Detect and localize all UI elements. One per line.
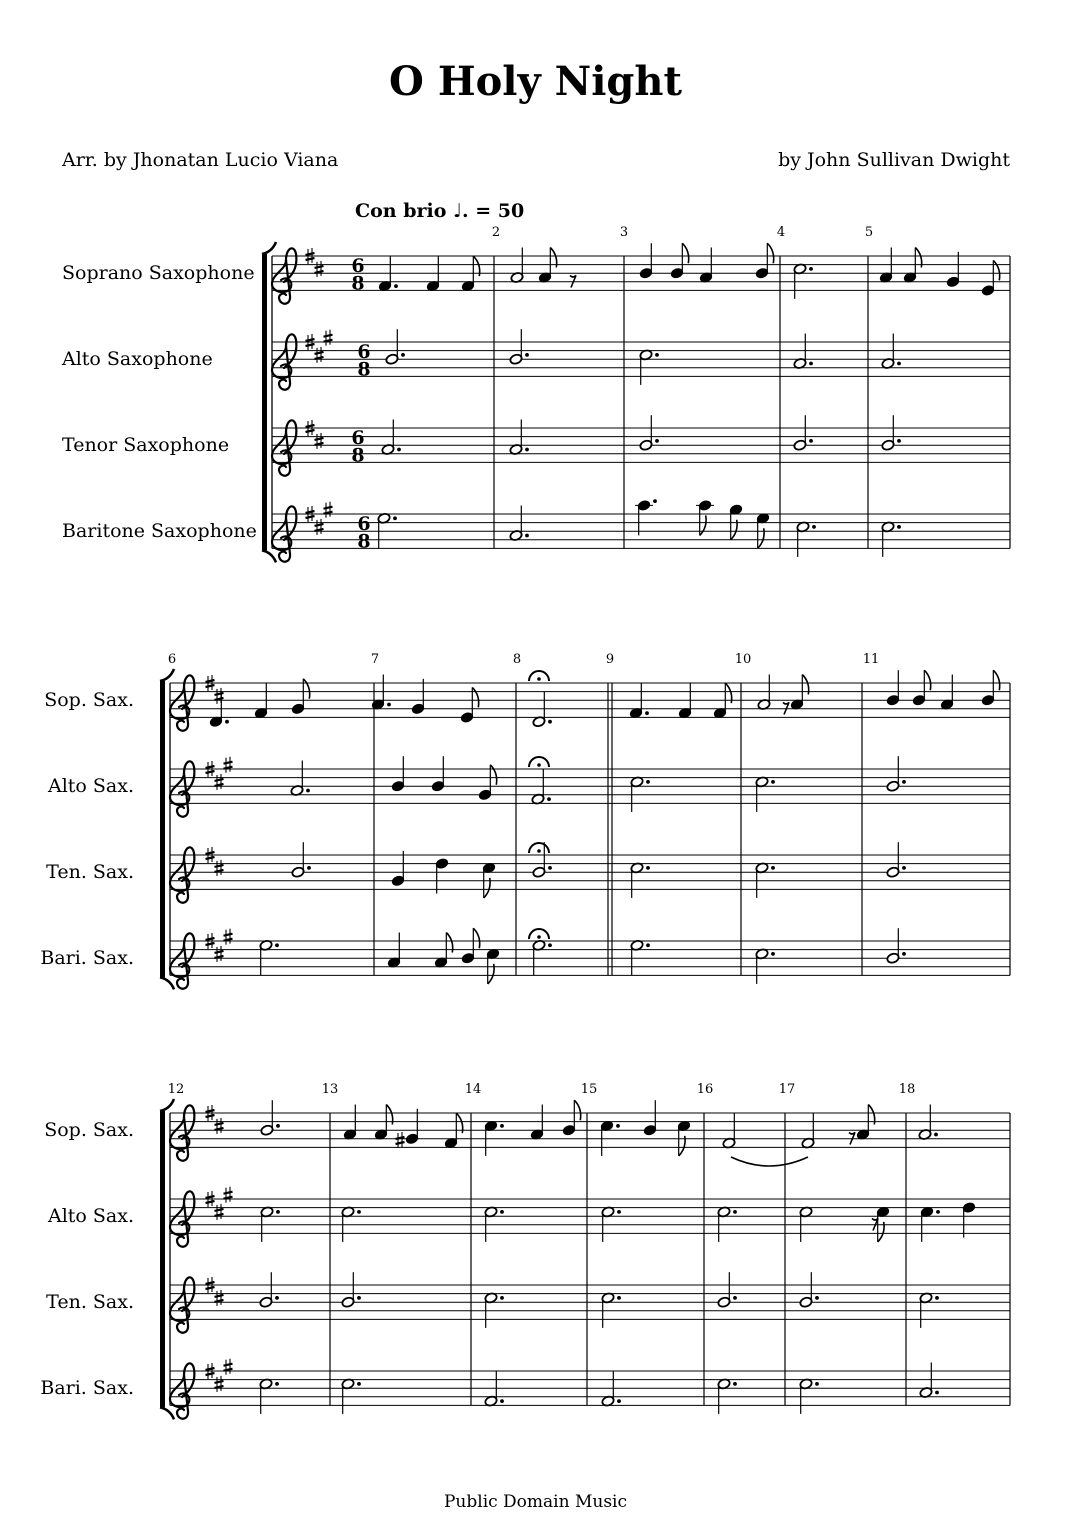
note xyxy=(881,415,901,451)
note xyxy=(374,1105,393,1141)
note xyxy=(717,1378,737,1414)
key-sharp-icon xyxy=(224,929,233,945)
note xyxy=(678,683,692,719)
key-sharp-icon xyxy=(315,261,324,277)
note xyxy=(532,842,552,878)
note xyxy=(434,933,453,969)
key-sharp-icon xyxy=(315,347,324,363)
note xyxy=(799,1272,819,1308)
note xyxy=(699,248,713,284)
system-bracket xyxy=(262,254,267,550)
note xyxy=(801,1113,815,1149)
key-sharp-icon xyxy=(224,1359,233,1375)
note xyxy=(509,506,529,542)
note xyxy=(387,933,401,969)
note xyxy=(431,756,445,792)
note xyxy=(696,499,714,535)
treble-clef-icon xyxy=(272,506,296,561)
note xyxy=(918,1105,938,1141)
treble-clef-icon xyxy=(272,420,296,475)
note xyxy=(793,263,813,299)
system-1 xyxy=(61,225,1010,562)
time-signature-numerator: 6 xyxy=(357,341,371,364)
note xyxy=(756,512,770,548)
measure-number: 5 xyxy=(864,225,874,240)
time-signature-denominator: 8 xyxy=(351,444,365,467)
page-title: O Holy Night xyxy=(389,58,682,105)
note xyxy=(643,1100,657,1136)
note xyxy=(259,939,279,975)
bracket-hook-top xyxy=(262,242,276,254)
bracket-hook-bottom xyxy=(160,1407,174,1419)
instrument-label: Bari. Sax. xyxy=(40,1377,134,1400)
note xyxy=(405,1109,419,1145)
treble-clef-icon xyxy=(170,675,194,730)
note xyxy=(460,687,479,723)
time-signature-numerator: 6 xyxy=(351,427,365,450)
note xyxy=(385,329,405,365)
note xyxy=(532,939,552,975)
note xyxy=(981,670,1000,706)
note xyxy=(886,928,906,964)
note xyxy=(391,756,405,792)
instrument-label: Alto Sax. xyxy=(47,775,134,798)
note xyxy=(790,675,809,711)
note xyxy=(639,243,653,279)
staff-1 xyxy=(44,670,1010,731)
key-sharp-icon xyxy=(215,1204,224,1220)
key-sharp-icon xyxy=(215,774,224,790)
note xyxy=(912,670,931,706)
treble-clef-icon xyxy=(170,1363,194,1418)
staff-1 xyxy=(44,1100,1010,1161)
time-signature-denominator: 8 xyxy=(351,272,365,295)
note xyxy=(713,683,732,719)
system-2 xyxy=(40,652,1010,989)
note xyxy=(940,675,954,711)
treble-clef-icon xyxy=(170,1191,194,1246)
measure-number: 12 xyxy=(167,1082,185,1097)
note xyxy=(484,1371,504,1407)
note xyxy=(411,679,425,715)
note xyxy=(717,1206,737,1242)
note xyxy=(856,1105,875,1141)
tempo-text: Con brio xyxy=(355,200,447,222)
time-signature-numerator: 6 xyxy=(357,513,371,536)
note xyxy=(377,512,397,548)
note xyxy=(903,248,922,284)
note xyxy=(601,1292,621,1328)
note xyxy=(291,842,311,878)
treble-clef-icon xyxy=(170,847,194,902)
time-signature-denominator: 8 xyxy=(357,530,371,553)
note xyxy=(290,761,310,797)
treble-clef-icon xyxy=(170,761,194,816)
note xyxy=(799,1378,819,1414)
note xyxy=(484,1292,504,1328)
note xyxy=(629,683,649,719)
note xyxy=(755,243,774,279)
note xyxy=(722,1113,736,1149)
bracket-hook-bottom xyxy=(262,550,276,562)
staff-3 xyxy=(46,842,1010,903)
note xyxy=(639,415,659,451)
measure-number: 13 xyxy=(321,1082,339,1097)
note xyxy=(886,670,900,706)
note xyxy=(509,329,529,365)
note xyxy=(881,334,901,370)
note xyxy=(509,420,529,456)
note xyxy=(435,858,449,894)
note xyxy=(799,1206,813,1242)
note xyxy=(755,862,775,898)
note xyxy=(879,248,893,284)
bracket-hook-bottom xyxy=(160,977,174,989)
key-sharp-icon xyxy=(224,1187,233,1203)
note xyxy=(486,948,500,984)
measure-number: 3 xyxy=(619,225,629,240)
time-signature-numerator: 6 xyxy=(351,255,365,278)
staff-3 xyxy=(46,1272,1010,1333)
note xyxy=(259,1378,279,1414)
staff-4 xyxy=(40,928,1010,989)
note xyxy=(886,842,906,878)
note xyxy=(538,248,557,284)
note xyxy=(381,420,401,456)
note xyxy=(635,499,657,535)
note xyxy=(209,692,229,728)
treble-clef-icon xyxy=(170,1277,194,1332)
note xyxy=(630,939,650,975)
key-sharp-icon xyxy=(215,1290,224,1306)
note xyxy=(378,256,398,292)
measure-number: 14 xyxy=(464,1082,482,1097)
note xyxy=(343,1105,357,1141)
tempo-value: = 50 xyxy=(475,200,525,222)
score-systems xyxy=(40,225,1010,1419)
staff-4 xyxy=(40,1359,1010,1419)
key-sharp-icon xyxy=(215,860,224,876)
measure-number: 7 xyxy=(370,652,380,667)
note xyxy=(562,1100,581,1136)
fermata-icon xyxy=(529,929,549,939)
fermata-icon xyxy=(529,843,549,853)
measure-number: 17 xyxy=(778,1082,796,1097)
note xyxy=(881,521,901,557)
note xyxy=(793,415,813,451)
note xyxy=(478,765,497,801)
note xyxy=(532,692,552,728)
note xyxy=(919,1363,939,1399)
note xyxy=(461,256,480,292)
instrument-label: Baritone Saxophone xyxy=(62,520,257,543)
note xyxy=(962,1202,976,1238)
staff-2 xyxy=(47,1187,1010,1247)
note xyxy=(920,1206,940,1242)
key-sharp-icon xyxy=(215,946,224,962)
measure-number: 11 xyxy=(862,652,880,667)
key-sharp-icon xyxy=(224,757,233,773)
measure-number: 9 xyxy=(605,652,615,667)
fermata-icon xyxy=(529,757,549,767)
note xyxy=(946,252,960,288)
accidental-sharp-icon xyxy=(396,1132,405,1148)
key-sharp-icon xyxy=(215,1118,224,1134)
treble-clef-icon xyxy=(170,1105,194,1160)
note xyxy=(981,260,1000,296)
dotted-quarter-note-icon: ♩. xyxy=(453,200,469,222)
note xyxy=(484,1120,504,1156)
note xyxy=(482,862,496,898)
note xyxy=(670,243,689,279)
instrument-label: Ten. Sax. xyxy=(46,1291,134,1314)
measure-number: 2 xyxy=(491,225,501,240)
note xyxy=(919,1292,939,1328)
note xyxy=(461,928,480,964)
treble-clef-icon xyxy=(272,248,296,303)
measure-number: 8 xyxy=(512,652,522,667)
note xyxy=(601,1206,621,1242)
note xyxy=(755,948,775,984)
note xyxy=(757,675,771,711)
note xyxy=(717,1272,737,1308)
note xyxy=(630,862,650,898)
note xyxy=(260,1206,280,1242)
note xyxy=(341,1378,361,1414)
system-3 xyxy=(40,1082,1010,1419)
key-sharp-icon xyxy=(324,502,333,518)
note xyxy=(793,334,813,370)
note xyxy=(876,1206,890,1242)
tie xyxy=(731,1157,808,1166)
note xyxy=(630,776,650,812)
composer-credit: by John Sullivan Dwight xyxy=(778,149,1010,171)
key-sharp-icon xyxy=(315,433,324,449)
instrument-label: Alto Saxophone xyxy=(62,348,213,371)
note xyxy=(444,1113,463,1149)
instrument-label: Alto Sax. xyxy=(47,1205,134,1228)
note xyxy=(729,504,743,540)
note xyxy=(426,256,440,292)
footer-text: Public Domain Music xyxy=(443,1492,627,1512)
instrument-label: Ten. Sax. xyxy=(46,861,134,884)
note xyxy=(531,769,551,805)
note xyxy=(259,1272,279,1308)
note xyxy=(484,1206,504,1242)
measure-number: 6 xyxy=(167,652,177,667)
key-sharp-icon xyxy=(315,519,324,535)
note xyxy=(341,1206,361,1242)
arranger-credit: Arr. by Jhonatan Lucio Viana xyxy=(62,149,339,171)
system-bracket xyxy=(160,681,165,977)
note xyxy=(677,1120,691,1156)
measure-number: 4 xyxy=(776,225,786,240)
system-bracket xyxy=(160,1111,165,1407)
instrument-label: Soprano Saxophone xyxy=(62,262,255,285)
note xyxy=(639,349,659,385)
key-sharp-icon xyxy=(215,688,224,704)
treble-clef-icon xyxy=(272,334,296,389)
instrument-label: Sop. Sax. xyxy=(44,1119,134,1142)
note xyxy=(530,1105,544,1141)
fermata-icon xyxy=(529,671,549,681)
instrument-label: Bari. Sax. xyxy=(40,947,134,970)
note xyxy=(291,679,310,715)
instrument-label: Sop. Sax. xyxy=(44,689,134,712)
instrument-label: Tenor Saxophone xyxy=(62,434,230,457)
key-sharp-icon xyxy=(324,330,333,346)
measure-number: 18 xyxy=(898,1082,916,1097)
key-sharp-icon xyxy=(215,1376,224,1392)
note xyxy=(886,756,906,792)
note xyxy=(260,1100,280,1136)
time-signature-denominator: 8 xyxy=(357,358,371,381)
note xyxy=(755,776,775,812)
note xyxy=(510,248,524,284)
measure-number: 16 xyxy=(696,1082,714,1097)
note xyxy=(796,521,816,557)
measure-number: 10 xyxy=(734,652,752,667)
note xyxy=(254,683,268,719)
note xyxy=(341,1272,361,1308)
note xyxy=(601,1371,621,1407)
note xyxy=(391,851,405,887)
bracket-hook-top xyxy=(160,1099,174,1111)
measure-number: 15 xyxy=(580,1082,598,1097)
note xyxy=(600,1120,620,1156)
bracket-hook-top xyxy=(160,669,174,681)
treble-clef-icon xyxy=(170,933,194,988)
